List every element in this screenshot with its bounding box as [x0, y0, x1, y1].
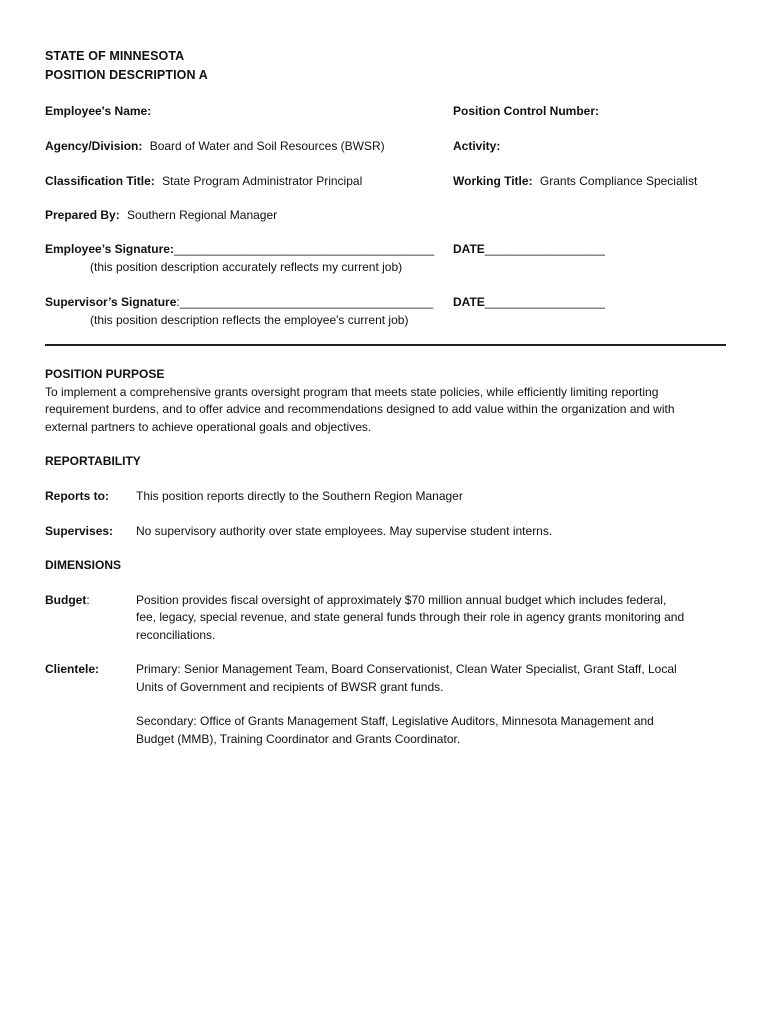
- employee-date-row: [453, 242, 605, 256]
- supervises-value: No supervisory authority over state employees. May supervise student interns.: [136, 524, 553, 538]
- classification-label: Classification Title:: [45, 174, 155, 188]
- budget-line-1: Position provides fiscal oversight of approximately $70 million annual budget which includes federal,: [136, 593, 667, 607]
- supervisor-date-label: DATE: [453, 295, 485, 309]
- reports-to-value: This position reports directly to the Southern Region Manager: [136, 489, 463, 503]
- prepared-by-row: [45, 208, 277, 222]
- supervisor-date-line[interactable]: __________________: [484, 295, 605, 309]
- classification-row: [45, 174, 362, 188]
- employee-name-label: Employee's Name:: [45, 104, 152, 118]
- employee-signature-row: [45, 242, 434, 256]
- header-title: POSITION DESCRIPTION A: [45, 68, 208, 82]
- supervisor-signature-line[interactable]: :______________________________________: [176, 295, 434, 309]
- clientele-secondary-line-1: Secondary: Office of Grants Management Staff, Legislative Auditors, Minnesota Management and: [136, 714, 654, 728]
- position-control-label: Position Control Number:: [453, 104, 599, 118]
- section-divider: [45, 344, 726, 346]
- supervises-label: Supervises:: [45, 524, 114, 538]
- purpose-heading: POSITION PURPOSE: [45, 367, 165, 381]
- employee-signature-note: (this position description accurately reflects my current job): [90, 260, 403, 274]
- supervisor-signature-label: Supervisor’s Signature: [45, 295, 177, 309]
- budget-line-2: fee, legacy, special revenue, and state general funds through their role in agency grants monitoring and: [136, 610, 685, 624]
- budget-label: Budget: [45, 593, 87, 607]
- budget-line-3: reconciliations.: [136, 628, 216, 642]
- classification-value: State Program Administrator Principal: [162, 174, 363, 188]
- employee-date-line[interactable]: __________________: [484, 242, 605, 256]
- supervisor-date-row: [453, 295, 605, 309]
- supervisor-signature-row: [45, 295, 433, 309]
- reports-to-label: Reports to:: [45, 489, 109, 503]
- clientele-primary-line-1: Primary: Senior Management Team, Board Conservationist, Clean Water Specialist, Grant Staff, Local: [136, 662, 677, 676]
- working-title-row: [453, 174, 697, 188]
- purpose-line-3: external partners to achieve operational goals and objectives.: [45, 420, 372, 434]
- employee-signature-line[interactable]: _______________________________________: [173, 242, 435, 256]
- agency-row: [45, 139, 385, 153]
- header-state: STATE OF MINNESOTA: [45, 49, 185, 63]
- working-title-label: Working Title:: [453, 174, 533, 188]
- prepared-by-label: Prepared By:: [45, 208, 120, 222]
- budget-colon: :: [86, 593, 90, 607]
- purpose-line-2: requirement burdens, and to offer advice and recommendations designed to add value within the organization and with: [45, 402, 675, 416]
- prepared-by-value: Southern Regional Manager: [127, 208, 278, 222]
- clientele-secondary-line-2: Budget (MMB), Training Coordinator and Grants Coordinator.: [136, 732, 461, 746]
- agency-value: Board of Water and Soil Resources (BWSR): [149, 139, 385, 153]
- budget-label-row: [45, 593, 90, 607]
- reportability-heading: REPORTABILITY: [45, 454, 141, 468]
- supervisor-signature-note: (this position description reflects the employee's current job): [90, 313, 409, 327]
- purpose-line-1: To implement a comprehensive grants oversight program that meets state policies, while efficiently limiting reporting: [45, 385, 659, 399]
- activity-label: Activity:: [453, 139, 501, 153]
- clientele-primary-line-2: Units of Government and recipients of BWSR grant funds.: [136, 680, 444, 694]
- clientele-label: Clientele:: [45, 662, 100, 676]
- working-title-value: Grants Compliance Specialist: [539, 174, 698, 188]
- agency-label: Agency/Division:: [45, 139, 143, 153]
- employee-signature-label: Employee’s Signature:: [45, 242, 174, 256]
- employee-date-label: DATE: [453, 242, 485, 256]
- dimensions-heading: DIMENSIONS: [45, 558, 122, 572]
